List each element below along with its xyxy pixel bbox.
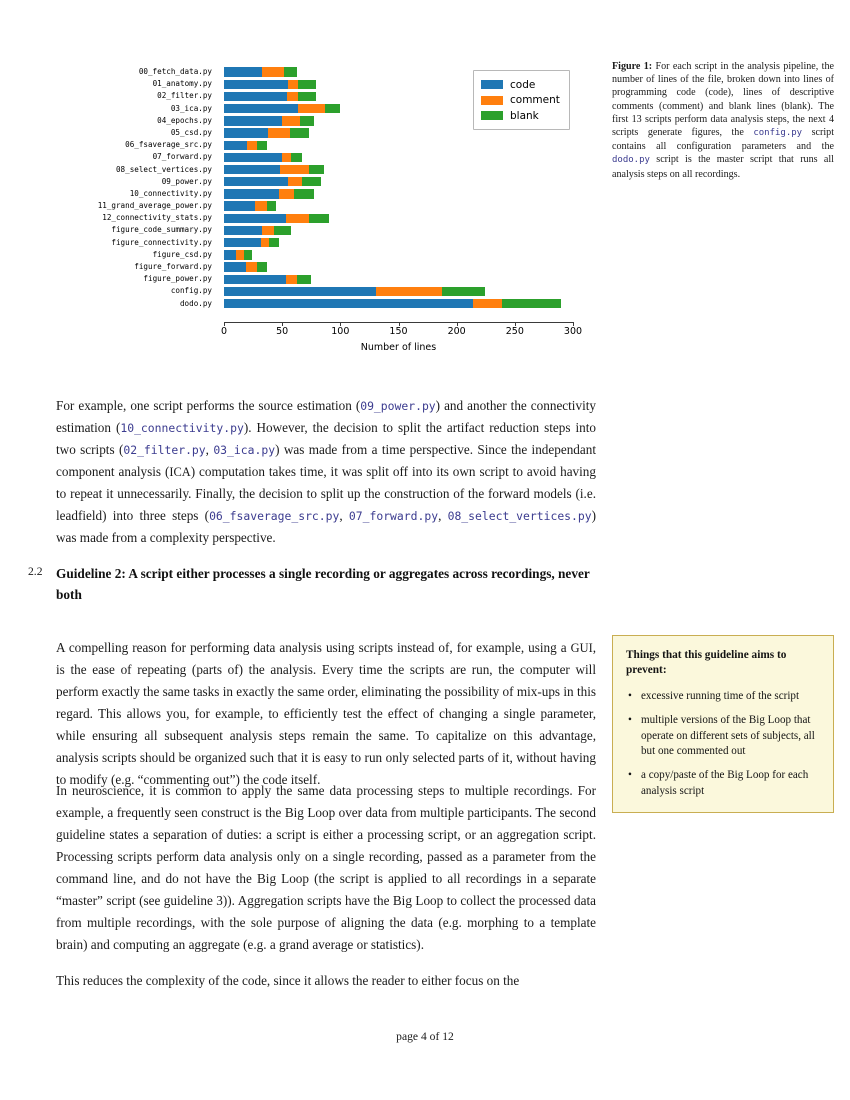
chart-bar-segment-blank <box>302 177 321 186</box>
chart-bar-segment-code <box>224 153 282 162</box>
chart-bar-segment-comment <box>255 201 267 210</box>
chart-stacked-bar <box>224 165 324 174</box>
chart-y-label: 09_power.py <box>161 176 212 186</box>
chart-bar-row <box>224 237 573 249</box>
chart-bar-segment-blank <box>269 238 278 247</box>
chart-y-label: 07_forward.py <box>152 152 212 162</box>
text-run: , is the ease of repeating (parts of) the analysis. Every time the scripts are run, the computer will perform exactly the same tasks in exactly the same order, eliminating the possibility of mix-ups in this regard. This allows you, for example, to efficiently test the effect of changing a single parameter, while ensuring all subsequent analysis steps remain the same. To capitalize on this advantage, analysis scripts should be organized such that it is easy to run only selected parts of it, without having to modify (e.g. “commenting out”) the code itself. <box>56 640 596 787</box>
chart-stacked-bar <box>224 177 321 186</box>
callout-title: Things that this guideline aims to prevent: <box>626 649 787 677</box>
chart-y-label: 01_anatomy.py <box>152 79 212 89</box>
chart-stacked-bar <box>224 287 485 296</box>
chart-bar-segment-code <box>224 201 255 210</box>
chart-y-label: figure_power.py <box>143 274 212 284</box>
chart-bar-segment-code <box>224 189 279 198</box>
chart-stacked-bar <box>224 104 340 113</box>
chart-bar-segment-comment <box>236 250 244 259</box>
chart-bar-segment-blank <box>291 153 301 162</box>
chart-y-label: 12_connectivity_stats.py <box>102 213 212 223</box>
chart-legend-swatch <box>481 96 503 105</box>
chart-stacked-bar <box>224 250 252 259</box>
chart-bar-segment-blank <box>309 165 324 174</box>
section-heading-2-2 <box>28 563 598 605</box>
chart-bar-segment-code <box>224 165 280 174</box>
chart-bar-row <box>224 200 573 212</box>
chart-legend <box>473 70 570 130</box>
chart-bar-segment-blank <box>297 275 311 284</box>
chart-y-label: 04_epochs.py <box>157 115 212 125</box>
small-caps-term: ICA <box>169 465 191 479</box>
chart-x-tick-label: 0 <box>220 326 228 337</box>
chart-stacked-bar <box>224 238 279 247</box>
body-paragraph-1 <box>56 395 596 549</box>
figure-caption-text-3: script is the master script that runs all analysis steps on all recordings. <box>612 154 834 180</box>
chart-bar-segment-code <box>224 92 287 101</box>
inline-code: 03_ica.py <box>213 443 276 457</box>
chart-bar-segment-code <box>224 214 286 223</box>
chart-bar-segment-blank <box>298 92 315 101</box>
chart-bar-segment-code <box>224 128 268 137</box>
chart-stacked-bar <box>224 80 316 89</box>
chart-y-label: figure_connectivity.py <box>111 237 212 247</box>
chart-bar-row <box>224 212 573 224</box>
figure-caption-code-dodo: dodo.py <box>612 155 650 166</box>
page-footer: page 4 of 12 <box>396 1030 454 1043</box>
text-run: ) computation takes time, it was split off into its own script to avoid having to repeat it unnecessarily. Finally, the decision to split up the construction of the forward models (i.e. leadfield) into three steps ( <box>56 464 596 523</box>
chart-bar-segment-blank <box>244 250 252 259</box>
chart-x-tick-label: 300 <box>563 326 583 337</box>
figure-caption-text-2: script contains all configuration parameters and the <box>612 127 834 153</box>
body-paragraph-4-container <box>56 970 596 1008</box>
callout-list-item: • a copy/paste of the Big Loop for each analysis script <box>641 768 820 799</box>
text-run: , <box>339 508 349 523</box>
chart-x-axis-title: Number of lines <box>360 342 437 353</box>
chart-bar-row <box>224 261 573 273</box>
inline-code: 09_power.py <box>360 399 436 413</box>
chart-y-axis-labels <box>56 66 218 310</box>
chart-bar-segment-blank <box>300 116 314 125</box>
chart-bar-segment-comment <box>473 299 502 308</box>
chart-bar-segment-code <box>224 80 288 89</box>
chart-bar-segment-code <box>224 299 473 308</box>
text-run: ) was made from a complexity perspective. <box>56 508 597 545</box>
chart-stacked-bar <box>224 226 291 235</box>
inline-code: 06_fsaverage_src.py <box>209 509 340 523</box>
chart-stacked-bar <box>224 214 329 223</box>
chart-y-label: figure_forward.py <box>134 262 212 271</box>
chart-stacked-bar <box>224 262 267 271</box>
body-paragraph-3-container <box>56 780 596 972</box>
chart-bar-segment-blank <box>290 128 309 137</box>
text-run: , <box>205 442 214 457</box>
chart-bar-row <box>224 164 573 176</box>
chart-bar-segment-comment <box>286 275 298 284</box>
chart-bar-segment-comment <box>268 128 290 137</box>
chart-legend-swatch <box>481 111 503 120</box>
inline-code: 07_forward.py <box>348 509 439 523</box>
chart-bar-segment-code <box>224 262 246 271</box>
callout-list-item: • excessive running time of the script <box>641 689 820 704</box>
text-run: ) and another the connectivity estimation ( <box>56 398 596 435</box>
chart-bar-segment-code <box>224 177 288 186</box>
chart-y-label: 10_connectivity.py <box>129 188 212 198</box>
chart-x-axis <box>220 322 583 338</box>
inline-code: 08_select_vertices.py <box>447 509 592 523</box>
chart-bar-segment-code <box>224 238 261 247</box>
chart-y-label: figure_csd.py <box>152 249 212 259</box>
inline-code: 02_filter.py <box>123 443 206 457</box>
chart-y-label: 11_grand_average_power.py <box>97 201 212 211</box>
chart-bar-row <box>224 188 573 200</box>
chart-bar-segment-comment <box>287 92 299 101</box>
text-run: For example, one script performs the source estimation ( <box>56 398 361 413</box>
chart-x-tick-label: 250 <box>505 326 524 337</box>
chart-bar-segment-comment <box>247 141 256 150</box>
chart-x-tick-label: 100 <box>331 326 350 337</box>
chart-legend-item <box>481 93 560 107</box>
chart-bar-segment-comment <box>262 226 274 235</box>
stacked-bar-chart <box>56 56 596 366</box>
chart-bar-segment-comment <box>280 165 309 174</box>
chart-bar-row <box>224 273 573 285</box>
chart-bar-segment-code <box>224 275 286 284</box>
chart-bar-segment-code <box>224 104 298 113</box>
chart-bar-segment-blank <box>267 201 276 210</box>
chart-stacked-bar <box>224 201 276 210</box>
body-paragraph-4: This reduces the complexity of the code, since it allows the reader to either focus on the <box>56 973 520 988</box>
chart-bar-segment-code <box>224 226 262 235</box>
chart-stacked-bar <box>224 275 311 284</box>
chart-bar-segment-blank <box>284 67 297 76</box>
callout-list-item: • multiple versions of the Big Loop that operate on different sets of subjects, all but one commented out <box>641 713 820 759</box>
chart-bar-segment-code <box>224 250 236 259</box>
text-run: , <box>438 508 448 523</box>
chart-bar-segment-comment <box>261 238 269 247</box>
chart-stacked-bar <box>224 128 309 137</box>
chart-bar-segment-code <box>224 67 262 76</box>
chart-bar-segment-comment <box>246 262 256 271</box>
figure-caption-label: Figure 1: <box>612 61 653 72</box>
chart-stacked-bar <box>224 92 316 101</box>
chart-bar-segment-blank <box>325 104 340 113</box>
chart-x-tick-label: 150 <box>389 326 408 337</box>
chart-stacked-bar <box>224 299 561 308</box>
chart-y-label: figure_code_summary.py <box>111 225 212 235</box>
chart-bar-segment-blank <box>257 262 267 271</box>
chart-y-label: 03_ica.py <box>170 103 212 113</box>
chart-bar-segment-comment <box>282 116 299 125</box>
chart-bar-segment-comment <box>298 104 325 113</box>
chart-legend-label: code <box>510 78 536 91</box>
figure-caption <box>612 60 834 181</box>
callout-list <box>626 689 820 799</box>
chart-bar-segment-blank <box>257 141 267 150</box>
chart-y-label: 06_fsaverage_src.py <box>125 140 212 150</box>
chart-stacked-bar <box>224 116 314 125</box>
chart-stacked-bar <box>224 141 267 150</box>
chart-bar-row <box>224 298 573 310</box>
chart-bar-segment-blank <box>298 80 315 89</box>
section-title: Guideline 2: A script either processes a single recording or aggregates across recordings, never both <box>56 566 590 602</box>
chart-legend-item <box>481 78 560 92</box>
chart-bar-segment-comment <box>282 153 291 162</box>
chart-legend-swatch <box>481 80 503 89</box>
chart-bar-row <box>224 176 573 188</box>
chart-bar-segment-blank <box>502 299 561 308</box>
chart-bar-segment-blank <box>294 189 314 198</box>
chart-legend-item <box>481 109 560 123</box>
text-run: ). However, the decision to split the artifact reduction steps into two scripts ( <box>56 420 596 457</box>
chart-bar-segment-blank <box>309 214 329 223</box>
chart-bar-segment-comment <box>286 214 309 223</box>
chart-legend-label: comment <box>510 94 560 106</box>
chart-y-label: 02_filter.py <box>157 91 212 101</box>
chart-bar-segment-comment <box>288 80 298 89</box>
chart-bar-segment-code <box>224 287 376 296</box>
chart-bar-row <box>224 139 573 151</box>
body-paragraph-1-container <box>56 395 596 565</box>
chart-y-label: dodo.py <box>179 298 212 308</box>
chart-bar-row <box>224 224 573 236</box>
chart-bar-segment-code <box>224 141 247 150</box>
chart-x-tick-label: 200 <box>447 326 466 337</box>
chart-bar-segment-blank <box>274 226 291 235</box>
inline-code: 10_connectivity.py <box>120 421 244 435</box>
callout-box <box>612 635 834 813</box>
chart-x-tick-label: 50 <box>276 326 289 337</box>
figure-caption-text-1: For each script in the analysis pipeline, the number of lines of the file, broken down into lines of programming code (code), lines of descriptive comments (comment) and blank lines (blank). The first 13 scripts perform data analysis steps, the next 4 scripts generate figures, the <box>612 61 834 139</box>
chart-bar-segment-comment <box>262 67 284 76</box>
chart-bar-row <box>224 249 573 261</box>
figure-1 <box>56 56 596 366</box>
chart-stacked-bar <box>224 189 314 198</box>
chart-bar-segment-blank <box>442 287 485 296</box>
chart-y-label: config.py <box>170 286 212 296</box>
chart-bar-row <box>224 151 573 163</box>
text-run: A compelling reason for performing data analysis using scripts instead of, for example, using a <box>56 640 571 655</box>
text-run: ) was made from a time perspective. Since the independant component analysis ( <box>56 442 597 479</box>
chart-bar-segment-comment <box>376 287 441 296</box>
chart-stacked-bar <box>224 153 302 162</box>
chart-y-label: 05_csd.py <box>170 127 212 137</box>
chart-bar-segment-comment <box>279 189 294 198</box>
chart-bar-segment-comment <box>288 177 302 186</box>
chart-bar-segment-code <box>224 116 282 125</box>
chart-legend-label: blank <box>510 109 539 122</box>
chart-y-label: 08_select_vertices.py <box>115 164 212 174</box>
body-paragraph-2 <box>56 637 596 791</box>
chart-bar-row <box>224 285 573 297</box>
section-number: 2.2 <box>28 565 43 578</box>
body-paragraph-3: In neuroscience, it is common to apply the same data processing steps to multiple recordings. For example, a frequently seen construct is the Big Loop over data from multiple participants. The second guideline states a separation of duties: a script is either a processing script, or an aggregation script. Processing scripts perform data analysis only on a single recording, passed as a parameter from the command line, and do not have the Big Loop (the script is applied to all recordings in a separate “master” script (see guideline 3)). Aggregation scripts have the Big Loop to collect the processed data from multiple recordings, with the sole purpose of aligning the data (e.g. morphing to a template brain) and computing an aggregate (e.g. a grand average or statistics). <box>56 783 596 952</box>
chart-stacked-bar <box>224 67 297 76</box>
figure-caption-code-config: config.py <box>753 128 803 139</box>
small-caps-term: GUI <box>570 641 593 655</box>
chart-y-label: 00_fetch_data.py <box>138 67 212 76</box>
